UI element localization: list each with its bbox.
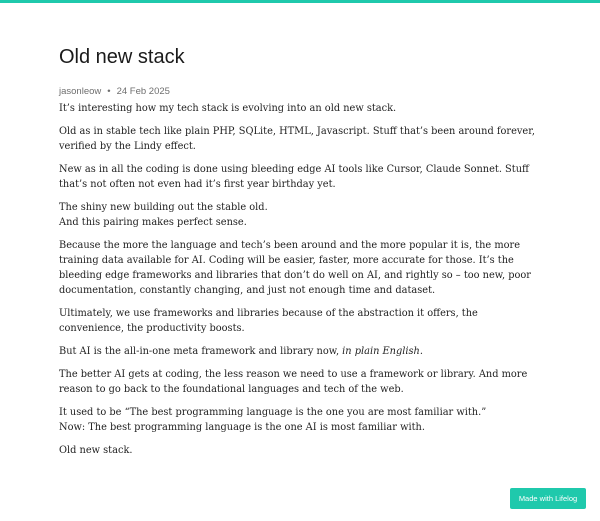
meta-separator: • xyxy=(107,86,111,97)
paragraph-suffix: . xyxy=(419,346,423,357)
post-title: Old new stack xyxy=(59,46,185,68)
paragraph-line: The shiny new building out the stable old. xyxy=(59,202,268,213)
post-body xyxy=(59,101,541,458)
post-paragraph xyxy=(59,405,541,435)
post-paragraph: It’s interesting how my tech stack is evolving into an old new stack. xyxy=(59,103,397,114)
post-paragraph xyxy=(59,200,541,230)
post-paragraph: Ultimately, we use frameworks and libraries because of the abstraction it offers, the convenience, the productivity boosts. xyxy=(59,308,478,334)
top-accent-bar xyxy=(0,0,600,3)
author-name: jasonleow xyxy=(59,86,102,97)
emphasis-text: in plain English xyxy=(342,346,420,357)
paragraph-line: It used to be “The best programming language is the one you are most familiar with.” xyxy=(59,407,487,418)
post-paragraph: The better AI gets at coding, the less reason we need to use a framework or library. And more reason to go back to the foundational languages and tech of the web. xyxy=(59,369,528,395)
post-meta xyxy=(59,86,541,98)
post-paragraph xyxy=(59,344,541,359)
paragraph-line: Now: The best programming language is the one AI is most familiar with. xyxy=(59,422,425,433)
post-paragraph: Old new stack. xyxy=(59,445,133,456)
post-paragraph: New as in all the coding is done using bleeding edge AI tools like Cursor, Claude Sonnet. Stuff that’s not often not even had it’s first year birthday yet. xyxy=(59,164,529,190)
post-article xyxy=(59,44,541,466)
paragraph-text: But AI is the all-in-one meta framework and library now, xyxy=(59,346,343,357)
post-paragraph: Because the more the language and tech’s been around and the more popular it is, the more training data available for AI. Coding will be easier, faster, more accurate for those. It’s the bleeding edge frameworks and libraries that don’t do well on AI, and rightly so – too new, poor documentation, constantly changing, and just not enough time and dataset. xyxy=(59,240,531,296)
paragraph-line: And this pairing makes perfect sense. xyxy=(59,217,247,228)
made-with-lifelog-button[interactable]: Made with Lifelog xyxy=(510,488,586,509)
post-date: 24 Feb 2025 xyxy=(116,86,170,97)
post-paragraph: Old as in stable tech like plain PHP, SQLite, HTML, Javascript. Stuff that’s been around forever, verified by the Lindy effect. xyxy=(59,126,535,152)
